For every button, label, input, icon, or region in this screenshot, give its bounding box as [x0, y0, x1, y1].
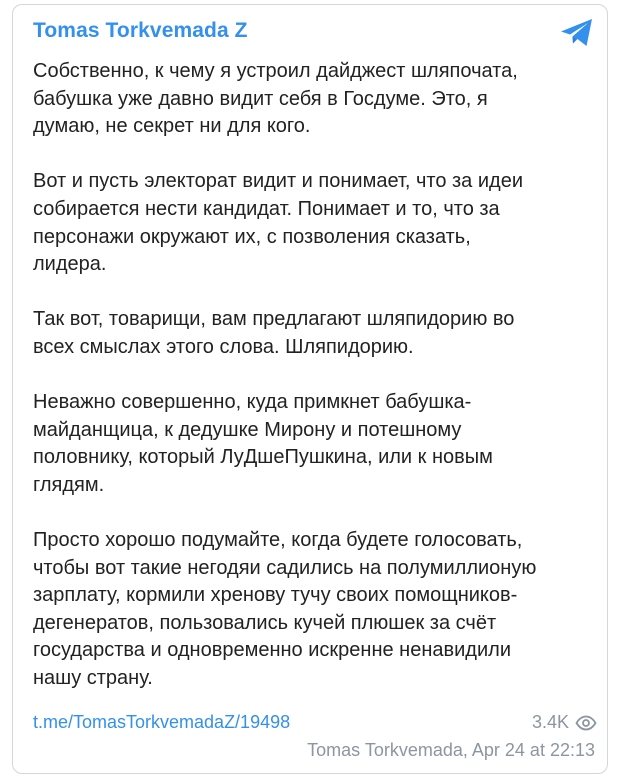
post-link[interactable]: t.me/TomasTorkvemadaZ/19498: [33, 712, 291, 732]
post-paragraph: Неважно совершенно, куда примкнет бабушка- майданщица, к дедушке Мирону и потешному половнику, который ЛуДшеПушкина, или к новым глядям.: [33, 391, 493, 496]
post-paragraph: Собственно, к чему я устроил дайджест шляпочата, бабушка уже давно видит себя в Госдуме. Это, я думаю, не секрет ни для кого.: [33, 60, 518, 138]
post-text: [33, 58, 599, 720]
post-author-date: Tomas Torkvemada, Apr 24 at 22:13: [307, 740, 595, 760]
telegram-icon[interactable]: [559, 17, 595, 49]
view-count: [532, 712, 597, 733]
post-paragraph: Просто хорошо подумайте, когда будете голосовать, чтобы вот такие негодяи садились на полумиллионую зарплату, кормили хренову тучу своих помощников- дегенератов, пользовались кучей плюшек за счёт государства и одновременно искренне ненавидили нашу страну.: [33, 529, 537, 690]
view-count-value: 3.4K: [531, 712, 569, 732]
telegram-post-card: [12, 4, 608, 774]
channel-name-link[interactable]: Tomas Torkvemada Z: [33, 19, 248, 42]
post-paragraph: Так вот, товарищи, вам предлагают шляпидорию во всех смыслах этого слова. Шляпидорию.: [33, 308, 515, 358]
eye-icon: [575, 715, 597, 731]
post-paragraph: Вот и пусть электорат видит и понимает, что за идеи собирается нести кандидат. Понимает и то, что за персонажи окружают их, с позволения сказать, лидера.: [33, 170, 523, 276]
